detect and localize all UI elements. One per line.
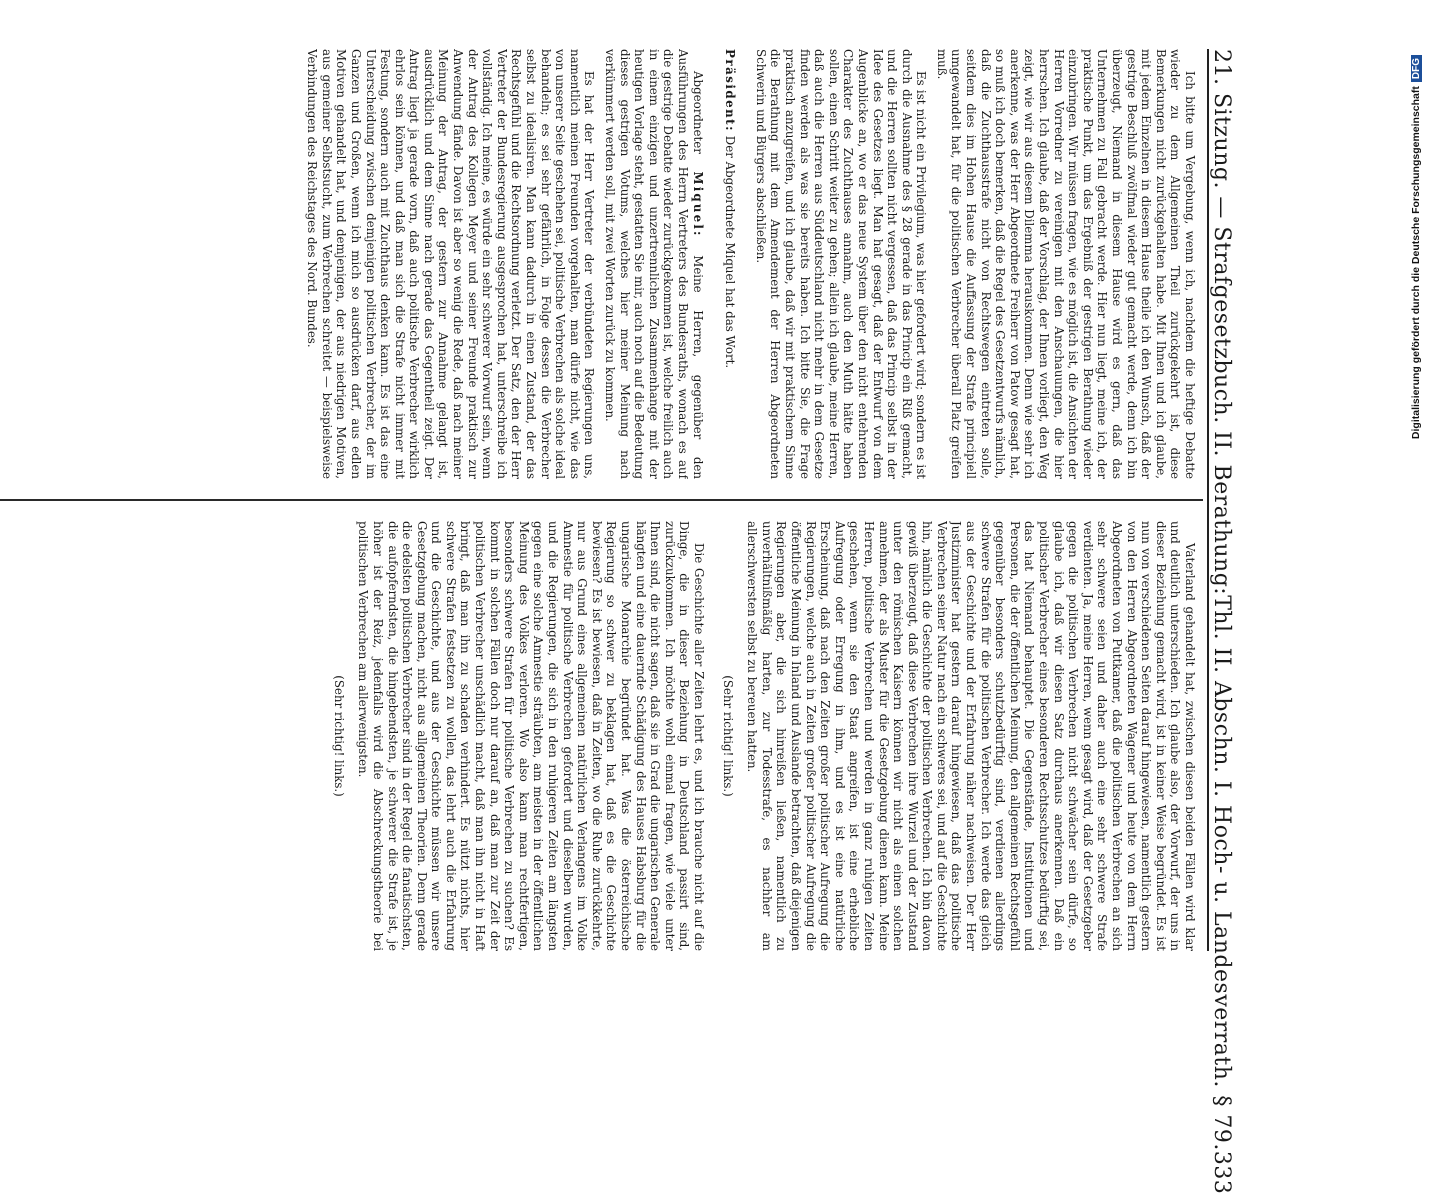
speaker-name: Miquel: [690, 171, 705, 238]
text-columns [0, 49, 1197, 951]
header-right: Thl. II. Abschn. I. Hoch- u. Landesverrath. § 79. [1209, 595, 1234, 1151]
rotated-document-page [0, 35, 1251, 1194]
digitization-credit [1408, 10, 1430, 1000]
president-text: Der Abgeordnete Miquel hat das Wort. [723, 135, 738, 369]
interjection: (Sehr richtig! links.) [331, 675, 346, 797]
speaker-text: Meine Herren, gegenüber den Ausführungen des Herrn Vertreters des Bundesraths, wonach es auf die gestrige Debatte wieder zurückgekommen ist, welche freilich auch in einem einzigen und unzertrennlichen Zusammenhange mit der heutigen Vorlage steht, gestatten Sie mir, auch noch auf die Bedeutung dieses gestrigen Votums, welches hier meiner Meinung nach verkümmert werden soll, mit zwei Worten zurück zu kommen. [603, 49, 705, 479]
left-column [0, 49, 1197, 479]
interjection: (Sehr richtig! links.) [720, 675, 735, 797]
page-number: 333 [1209, 1150, 1234, 1194]
column-divider [0, 499, 1203, 501]
paragraph: Ich bitte um Vergebung, wenn ich, nachdem die heftige Debatte wieder zu dem Allgemeinen Theil zurückgekehrt ist, diese Bemerkungen nicht zurückgehalten habe. Mit Ihnen und ich glaube, mit jedem Einzelnen in diesem Hause theile ich den Wunsch, daß der gestrige Beschluß zwölfmal wieder gut gemacht werde, denn ich bin überzeugt, Niemand in diesem Hause wird es gern, daß das Unternehmen zu Fall gebracht werde. Hier nun liegt, meine ich, der praktische Punkt, um das Ergebniß der gestrigen Berathung wieder einzubringen. Wir müssen fragen, wie es möglich ist, die Ansichten der Herren Vorredner zu vereinigen mit den Anschauungen, die hier herrschen. Ich glaube, daß der Vorschlag, der Ihnen vorliegt, den Weg zeigt, wie wir aus diesem Dilemma herauskommen. Denn wie sehr ich anerkenne, was der Herr Abgeordnete Freiherr von Patow gesagt hat, so muß ich doch bemerken, daß die Regel des Gesetzentwurfs nämlich, daß die Zuchthausstrafe nicht von Rechtswegen eintreten solle, seitdem dies im Hohen Hause die Auffassung der Strafe principiell umgewandelt hat, für die politischen Verbrecher überall Platz greifen muß. [934, 49, 1197, 479]
president-line [723, 49, 738, 479]
credit-text: Digitalisierung gefördert durch die Deutsche Forschungsgemeinschaft [1410, 86, 1422, 440]
speaker-paragraph [602, 49, 704, 479]
right-column [0, 521, 1197, 951]
paragraph: Vaterland gehandelt hat, zwischen diesen beiden Fällen wird klar und deutlich unterschieden. Ich glaube also, der Vorwurf, der uns in dieser Beziehung gemacht wird, ist in keiner Weise begründet. Es ist nun von verschiedenen Seiten darauf hingewiesen, namentlich gestern von den Herren Abgeordneten Wagener und heute von dem Herrn Abgeordneten von Puttkamer, daß die politischen Verbrechen an sich sehr schwere seien und daher auch eine sehr schwere Strafe verdienten. Ja, meine Herren, wenn gesagt wird, daß der Gesetzgeber gegen die politischen Verbrechen nicht schwächer sein dürfe, so glaube ich, daß wir diesen Satz durchaus anerkennen. Daß ein politischer Verbrecher eines besonderen Rechtsschutzes bedürftig sei, das hat Niemand behauptet. Die Gegenstände, Institutionen und Personen, die der öffentlichen Meinung, den allgemeinen Rechtsgefühl gegenüber besonders schutzbedürftig sind, verdienen allerdings schwere Strafen für die politischen Verbrecher. Ich werde das gleich aus der Geschichte und der Erfahrung näher nachweisen. Der Herr Justizminister hat gestern darauf hingewiesen, daß das politische Verbrechen seiner Natur nach ein schweres sei, und auf die Geschichte hin, nämlich die Geschichte der politischen Verbrechen. Ich bin davon gewiß überzeugt, daß diese Verbrechen ihre Wurzel und der Zustand unter den römischen Kaisern können wir nicht als einen solchen annehmen, der als Muster für die Gesetzgebung dienen kann. Meine Herren, politische Verbrechen und werden in ganz ruhigen Zeiten geschehen, wenn sie den Staat angreifen, ist eine erhebliche Aufregung oder Erregung in ihm, und es ist eine natürliche Erscheinung, daß nach den Zeiten großer politischer Aufregung die Regierungen, welche auch in Zeiten großer politischer Aufregung die öffentliche Meinung in Inland und Auslande betrachten, daß diejenigen Regierungen aber, die sich hinreißen ließen, namentlich zu unverhältnißmäßig harten, zur Todesstrafe, es nachher am allerschwersten selbst zu bereuen hatten. [745, 521, 1197, 951]
header-left: 21. Sitzung. — Strafgesetzbuch. II. Berathung: [1209, 49, 1234, 596]
president-label: Präsident: [723, 49, 738, 132]
paragraph: Es hat der Herr Vertreter der verbündeten Regierungen uns, namentlich meinen Freunden vorgehalten, man dürfe nicht, wie das von unserer Seite geschehen sei, politische Verbrechen als solche ideal behandeln; es sei sehr gefährlich, in Folge dessen die Verbrecher selbst zu idealisiren. Man kann dadurch in einen Zustand, der das Rechtsgefühl und die Rechtsordnung verletzt. Der Satz, den der Herr Vertreter der Bundesregierung ausgesprochen hat, unterschreibe ich vollständig. Ich meine, es würde ein sehr schwerer Vorwurf sein, wenn der Antrag des Kollegen Meyer und seiner Freunde praktisch zur Anwendung fände. Davon ist aber so wenig die Rede, daß nach meiner Meinung der Antrag, der gestern zur Annahme gelangt ist, ausdrücklich und dem Sinne nach gerade das Gegentheil zeigt. Der Antrag liegt ja gerade vorn, daß auch politische Verbrecher wirklich ehrlos sein können, und daß man sich die Strafe nicht immer mit Festung, sondern auch mit Zuchthaus denken kann. Es ist das eine Unterscheidung zwischen demjenigen politischen Verbrecher, der im Ganzen und Großen, wenn ich mich so ausdrücken darf, aus edlen Motiven gehandelt hat, und demjenigen, der aus niedrigen Motiven, aus gemeiner Selbstsucht, zum Verbrechen schreitet — beispielsweise Verbindungen des Reichstages des Nord. Bundes. [305, 49, 597, 479]
speaker-lead: Abgeordneter [690, 71, 705, 154]
paragraph: Es ist nicht ein Privilegium, was hier gefordert wird; sondern es ist durch die Ausnahme des § 28 gerade in das Princip ein Riß gemacht, und die Herren sollten nicht vergessen, daß das Princip selbst in der Idee des Gesetzes liegt. Man hat gesagt, daß der Entwurf von dem Augenblicke an, wo er das neue System über den nicht entehrenden Charakter des Zuchthauses annahm, auch den Muth hätte haben sollen, einen Schritt weiter zu gehen; allein ich glaube, meine Herren, daß auch die Herren aus Süddeutschland nicht mehr in dem Gesetze finden werden als was sie bereits haben. Ich bitte Sie, die Frage praktisch anzugreifen, und ich glaube, daß wir mit praktischem Sinne die Berathung mit dem Amendement der Herren Abgeordneten Schwerin und Bürgers abschließen. [753, 49, 929, 479]
credit-line [1410, 55, 1428, 955]
dfg-logo: DFG [1411, 55, 1422, 82]
page-header [1207, 49, 1243, 1194]
paragraph: Die Geschichte aller Zeiten lehrt es, und ich brauche nicht auf die Dinge, die in dieser Beziehung in Deutschland passirt sind, zurückzukommen. Ich möchte wohl einmal fragen, wie viele unter Ihnen sind, die nicht sagen, daß sie in Grad die ungarischen Generale hängten und eine dauernde Schädigung des Hauses Habsburg für die ungarische Monarchie begründet hat. Was die österreichische Regierung so schwer zu beklagen hat, daß es die Geschichte bewiesen? Es ist bewiesen, daß in Zeiten, wo die Ruhe zurückkehrte, nur aus Grund eines allgemeinen natürlichen Verlangens im Volke Amnestie für politische Verbrechen gefordert und dieselben wurden, und die Regierungen, die sich in den ruhigeren Zeiten am längsten gegen eine solche Amnestie sträubten, am meisten in der öffentlichen Meinung des Volkes verloren. Wo also kann man rechtfertigen, besonders schwere Strafen für politische Verbrechen zu suchen? Es kommt in solchen Fällen doch nur darauf an, daß man zur Zeit der politischen Verbrecher unschädlich macht, daß man ihn nicht in Haft bringt, daß man ihn zu schaden verhindert. Es nützt nichts, hier schwere Strafen festsetzen zu wollen, das lehrt auch die Erfahrung und die Geschichte, und aus der Geschichte müssen wir unsere Gesetzgebung machen, nicht aus allgemeinen Theorien. Denn gerade die edelsten politischen Verbrecher sind in der Regel die fanatischsten, die aufopferndsten, die hingebendsten, je schwerer die Strafe ist, je höher ist der Reiz, jedenfalls wird die Abschreckungstheorie bei politischen Verbrechen am allerwenigsten. [356, 521, 706, 951]
